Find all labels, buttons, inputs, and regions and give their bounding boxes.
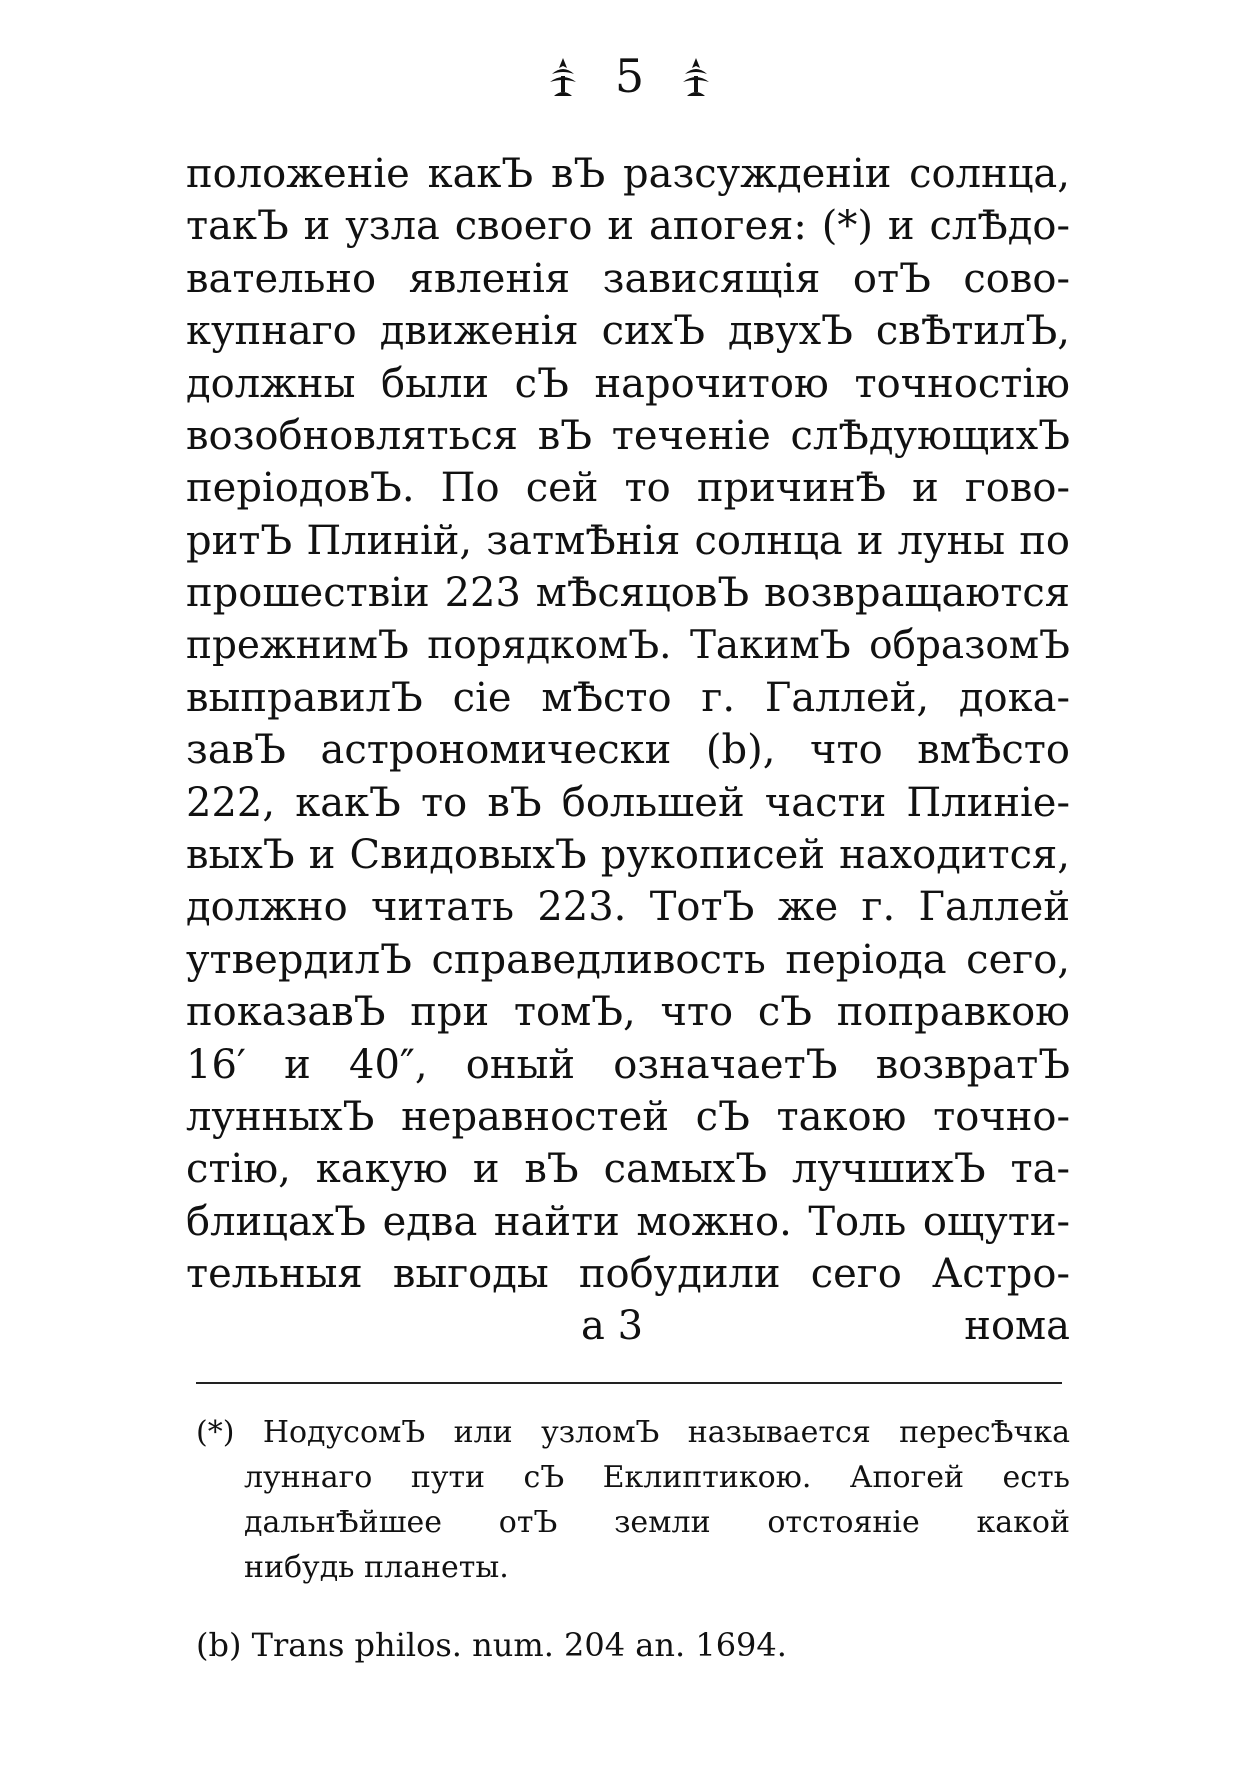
footnote-line: дальнѢйшее отЪ земли отстоянiе какой — [244, 1505, 1070, 1540]
body-line: тельныя выгоды побудили сего Астро- — [186, 1251, 1070, 1298]
footnote-line: луннаго пути сЪ Еклиптикою. Апогей есть — [244, 1460, 1070, 1495]
body-line: должны были сЪ нарочитою точностiю — [186, 360, 1070, 407]
catchword: нома — [964, 1303, 1070, 1349]
body-line: выхЪ и СвидовыхЪ рукописей находится, — [186, 832, 1070, 879]
body-line: купнаго движенiя сихЪ двухЪ свѢтилЪ, — [186, 308, 1070, 355]
body-line: показавЪ при томЪ, что сЪ поправкою — [186, 989, 1070, 1036]
body-line: 16′ и 40″, оный означаетЪ возвратЪ — [186, 1041, 1070, 1088]
body-line: блицахЪ едва найти можно. Толь ощути- — [186, 1198, 1070, 1245]
footnote-divider — [196, 1382, 1062, 1384]
body-line: выправилЪ сiе мѢсто г. Галлей, дока- — [186, 674, 1070, 721]
body-line: завЪ астрономически (b), что вмѢсто — [186, 727, 1070, 774]
body-line: возобновляться вЪ теченiе слѢдующихЪ — [186, 412, 1070, 459]
body-line: положенiе какЪ вЪ разсужденiи солнца, — [186, 151, 1070, 197]
body-line: перiодовЪ. По сей то причинѢ и гово- — [186, 465, 1070, 512]
footnote-line: (*) НодусомЪ или узломЪ называется пересѢчка — [196, 1415, 1070, 1450]
body-line: 222, какЪ то вЪ большей части Плинiе- — [186, 779, 1070, 826]
page-header — [0, 42, 1259, 106]
footnote-line: нибудь планеты. — [244, 1550, 509, 1585]
footnote-star — [196, 1410, 1070, 1590]
body-line: стiю, какую и вЪ самыхЪ лучшихЪ та- — [186, 1146, 1070, 1193]
fleuron-ornament-icon — [548, 54, 578, 98]
body-line: прошествiи 223 мѢсяцовЪ возвращаются — [186, 570, 1070, 617]
fleuron-ornament-icon — [681, 54, 711, 98]
body-line: утвердилЪ справедливость перiода сего, — [186, 936, 1070, 983]
catchline — [186, 1300, 1070, 1352]
body-line: лунныхЪ неравностей сЪ такою точно- — [186, 1094, 1070, 1141]
body-line: такЪ и узла своего и апогея: (*) и слѢдо- — [186, 203, 1070, 250]
footnote-b: (b) Trans philos. num. 204 an. 1694. — [196, 1626, 787, 1664]
body-line: вательно явленiя зависящiя отЪ сово- — [186, 255, 1070, 302]
body-text — [186, 148, 1070, 1301]
body-line: должно читать 223. ТотЪ же г. Галлей — [186, 884, 1070, 931]
body-line: ритЪ Плинiй, затмѢнiя солнца и луны по — [186, 517, 1070, 564]
page-number: 5 — [614, 49, 645, 103]
body-line: прежнимЪ порядкомЪ. ТакимЪ образомЪ — [186, 622, 1070, 668]
signature-mark: а 3 — [581, 1303, 644, 1349]
